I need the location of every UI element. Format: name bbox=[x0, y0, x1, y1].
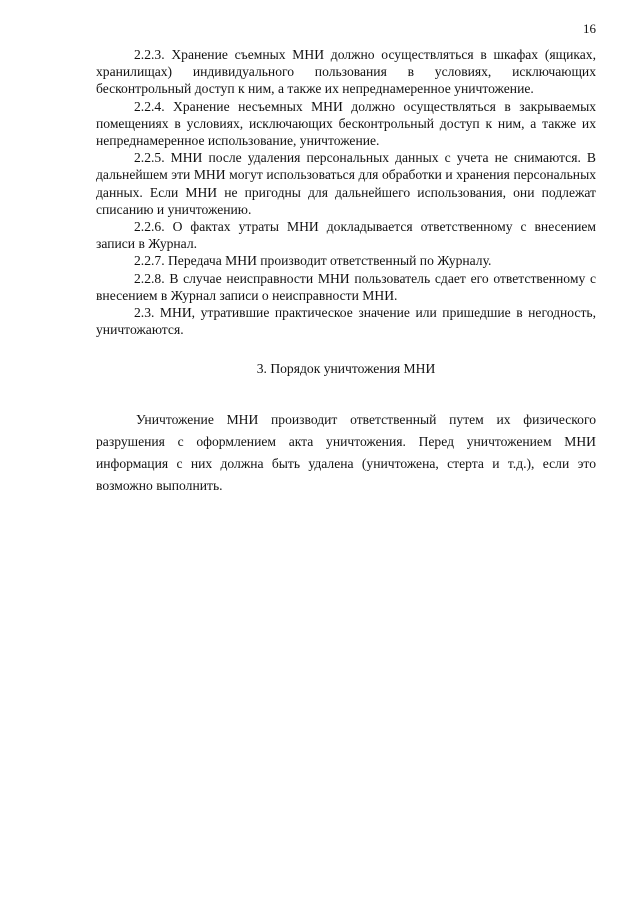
document-body bbox=[96, 46, 596, 497]
paragraph-2-3: 2.3. МНИ, утратившие практическое значение или пришедшие в негодность, уничтожаются. bbox=[96, 305, 596, 338]
paragraph-2-2-4: 2.2.4. Хранение несъемных МНИ должно осуществляться в закрываемых помещениях в условиях, исключающих бесконтрольный доступ к ним, а также их непреднамеренное использование, уничтожение. bbox=[96, 98, 596, 149]
section-body: Уничтожение МНИ производит ответственный путем их физического разрушения с оформлением акта уничтожения. Перед уничтожением МНИ информация с них должна быть удалена (уничтожена, стерта и т.д.), если это возможно выполнить. bbox=[96, 411, 596, 493]
paragraph-2-2-6: 2.2.6. О фактах утраты МНИ докладывается ответственному с внесением записи в Журнал. bbox=[96, 219, 596, 252]
paragraph-2-2-3: 2.2.3. Хранение съемных МНИ должно осуществляться в шкафах (ящиках, хранилищах) индивидуального пользования в условиях, исключающих бесконтрольный доступ к ним, а также их непреднамеренное уничтожение. bbox=[96, 47, 596, 97]
paragraph-2-2-5: 2.2.5. МНИ после удаления персональных данных с учета не снимаются. В дальнейшем эти МНИ могут использоваться для обработки и хранения персональных данных. Если МНИ не пригодны для дальнейшего использования, они подлежат списанию и уничтожению. bbox=[96, 150, 596, 217]
page-number: 16 bbox=[583, 21, 596, 36]
paragraph-2-2-7: 2.2.7. Передача МНИ производит ответственный по Журналу. bbox=[134, 253, 492, 269]
section-title: 3. Порядок уничтожения МНИ bbox=[256, 361, 436, 377]
paragraph-2-2-8: 2.2.8. В случае неисправности МНИ пользователь сдает его ответственному с внесением в Журнал записи о неисправности МНИ. bbox=[96, 270, 596, 303]
